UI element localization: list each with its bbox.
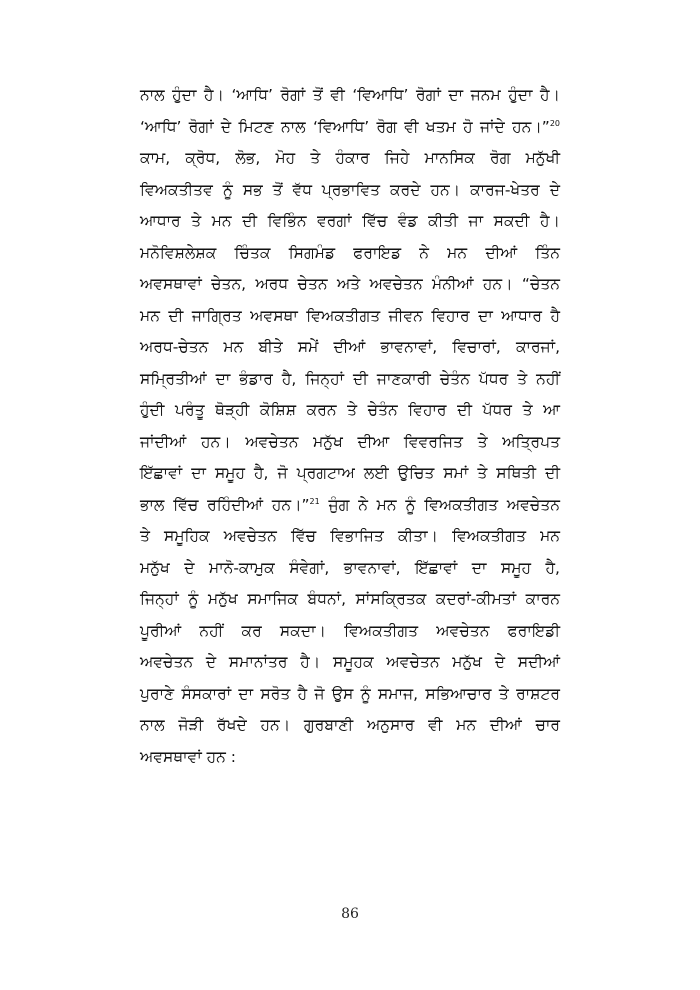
footnote-marker: 20: [549, 118, 560, 128]
text-line: ਨਾਲ ਜੋੜੀ ਰੱਖਦੇ ਹਨ। ਗੁਰਬਾਣੀ ਅਨੁਸਾਰ ਵੀ ਮਨ ਦੀਆਂ ਚਾਰ: [140, 716, 560, 734]
text-line: ਅਵਚੇਤਨ ਦੇ ਸਮਾਨਾਂਤਰ ਹੈ। ਸਮੂਹਕ ਅਵਚੇਤਨ ਮਨੁੱਖ ਦੇ ਸਦੀਆਂ: [140, 653, 560, 671]
text-line: ਇੱਛਾਵਾਂ ਦਾ ਸਮੂਹ ਹੈ, ਜੋ ਪ੍ਰਗਟਾਅ ਲਈ ਉਚਿਤ ਸਮਾਂ ਤੇ ਸਥਿਤੀ ਦੀ: [140, 464, 560, 482]
footnote-marker: 21: [309, 496, 320, 506]
text-line: ਹੁੰਦੀ ਪਰੰਤੂ ਥੋੜ੍ਹੀ ਕੋਸ਼ਿਸ਼ ਕਰਨ ਤੇ ਚੇਤੰਨ ਵਿਹਾਰ ਦੀ ਪੱਧਰ ਤੇ ਆ: [140, 401, 560, 419]
text-line: ਆਧਾਰ ਤੇ ਮਨ ਦੀ ਵਿਭਿੰਨ ਵਰਗਾਂ ਵਿੱਚ ਵੰਡ ਕੀਤੀ ਜਾ ਸਕਦੀ ਹੈ।: [140, 212, 560, 230]
page-number: 86: [341, 906, 359, 922]
text-line: ਤੇ ਸਮੂਹਿਕ ਅਵਚੇਤਨ ਵਿੱਚ ਵਿਭਾਜਿਤ ਕੀਤਾ। ਵਿਅਕਤੀਗਤ ਮਨ: [140, 527, 560, 545]
text-line: ਮਨੁੱਖ ਦੇ ਮਾਨੋ-ਕਾਮੁਕ ਸੰਵੇਗਾਂ, ਭਾਵਨਾਵਾਂ, ਇੱਛਾਵਾਂ ਦਾ ਸਮੂਹ ਹੈ,: [140, 558, 560, 577]
body-text: [140, 80, 560, 773]
text-line: ਅਵਸਥਾਵਾਂ ਹਨ :: [140, 747, 236, 766]
text-line: ਜਿਨ੍ਹਾਂ ਨੂੰ ਮਨੁੱਖ ਸਮਾਜਿਕ ਬੰਧਨਾਂ, ਸਾਂਸਕ੍ਰਿਤਕ ਕਦਰਾਂ-ਕੀਮਤਾਂ ਕਾਰਨ: [140, 590, 560, 608]
text-line: ਸਮ੍ਰਿਤੀਆਂ ਦਾ ਭੰਡਾਰ ਹੈ, ਜਿਨ੍ਹਾਂ ਦੀ ਜਾਣਕਾਰੀ ਚੇਤੰਨ ਪੱਧਰ ਤੇ ਨਹੀਂ: [140, 369, 560, 388]
text-line: ‘ਆਧਿ’ ਰੋਗਾਂ ਦੇ ਮਿਟਣ ਨਾਲ ‘ਵਿਆਧਿ’ ਰੋਗ ਵੀ ਖਤਮ ਹੋ ਜਾਂਦੇ ਹਨ।”$^{20}$: [140, 117, 560, 136]
text-line: ਨਾਲ ਹੁੰਦਾ ਹੈ। ‘ਆਧਿ’ ਰੋਗਾਂ ਤੋਂ ਵੀ ‘ਵਿਆਧਿ’ ਰੋਗਾਂ ਦਾ ਜਨਮ ਹੁੰਦਾ ਹੈ।: [140, 86, 560, 104]
text-line: ਪੂਰੀਆਂ ਨਹੀਂ ਕਰ ਸਕਦਾ। ਵਿਅਕਤੀਗਤ ਅਵਚੇਤਨ ਫਰਾਇਡੀ: [140, 621, 560, 640]
text-line: ਭਾਲ ਵਿੱਚ ਰਹਿੰਦੀਆਂ ਹਨ।”$^{21}$ ਜੁੰਗ ਨੇ ਮਨ ਨੂੰ ਵਿਅਕਤੀਗਤ ਅਵਚੇਤਨ: [140, 495, 560, 514]
text-line: ਪੁਰਾਣੇ ਸੰਸਕਾਰਾਂ ਦਾ ਸਰੋਤ ਹੈ ਜੋ ਉਸ ਨੂੰ ਸਮਾਜ, ਸਭਿਆਚਾਰ ਤੇ ਰਾਸ਼ਟਰ: [140, 684, 560, 703]
text-line: ਅਰਧ-ਚੇਤਨ ਮਨ ਬੀਤੇ ਸਮੇਂ ਦੀਆਂ ਭਾਵਨਾਵਾਂ, ਵਿਚਾਰਾਂ, ਕਾਰਜਾਂ,: [140, 338, 560, 356]
text-line: ਜਾਂਦੀਆਂ ਹਨ। ਅਵਚੇਤਨ ਮਨੁੱਖ ਦੀਆ ਵਿਵਰਜਿਤ ਤੇ ਅਤ੍ਰਿਪਤ: [140, 432, 560, 451]
text-line: ਕਾਮ, ਕ੍ਰੋਧ, ਲੋਭ, ਮੋਹ ਤੇ ਹੰਕਾਰ ਜਿਹੇ ਮਾਨਸਿਕ ਰੋਗ ਮਨੁੱਖੀ: [140, 149, 560, 167]
text-line: ਮਨੋਵਿਸ਼ਲੇਸ਼ਕ ਚਿੰਤਕ ਸਿਗਮੰਡ ਫਰਾਇਡ ਨੇ ਮਨ ਦੀਆਂ ਤਿੰਨ: [140, 243, 560, 262]
text-line: ਅਵਸਥਾਵਾਂ ਚੇਤਨ, ਅਰਧ ਚੇਤਨ ਅਤੇ ਅਵਚੇਤਨ ਮੰਨੀਆਂ ਹਨ। “ਚੇਤਨ: [140, 275, 560, 293]
text-line: ਮਨ ਦੀ ਜਾਗ੍ਰਿਤ ਅਵਸਥਾ ਵਿਅਕਤੀਗਤ ਜੀਵਨ ਵਿਹਾਰ ਦਾ ਆਧਾਰ ਹੈ: [140, 306, 560, 325]
text-line: ਵਿਅਕਤੀਤਵ ਨੂੰ ਸਭ ਤੋਂ ਵੱਧ ਪ੍ਰਭਾਵਿਤ ਕਰਦੇ ਹਨ। ਕਾਰਜ-ਖੇਤਰ ਦੇ: [140, 180, 560, 199]
